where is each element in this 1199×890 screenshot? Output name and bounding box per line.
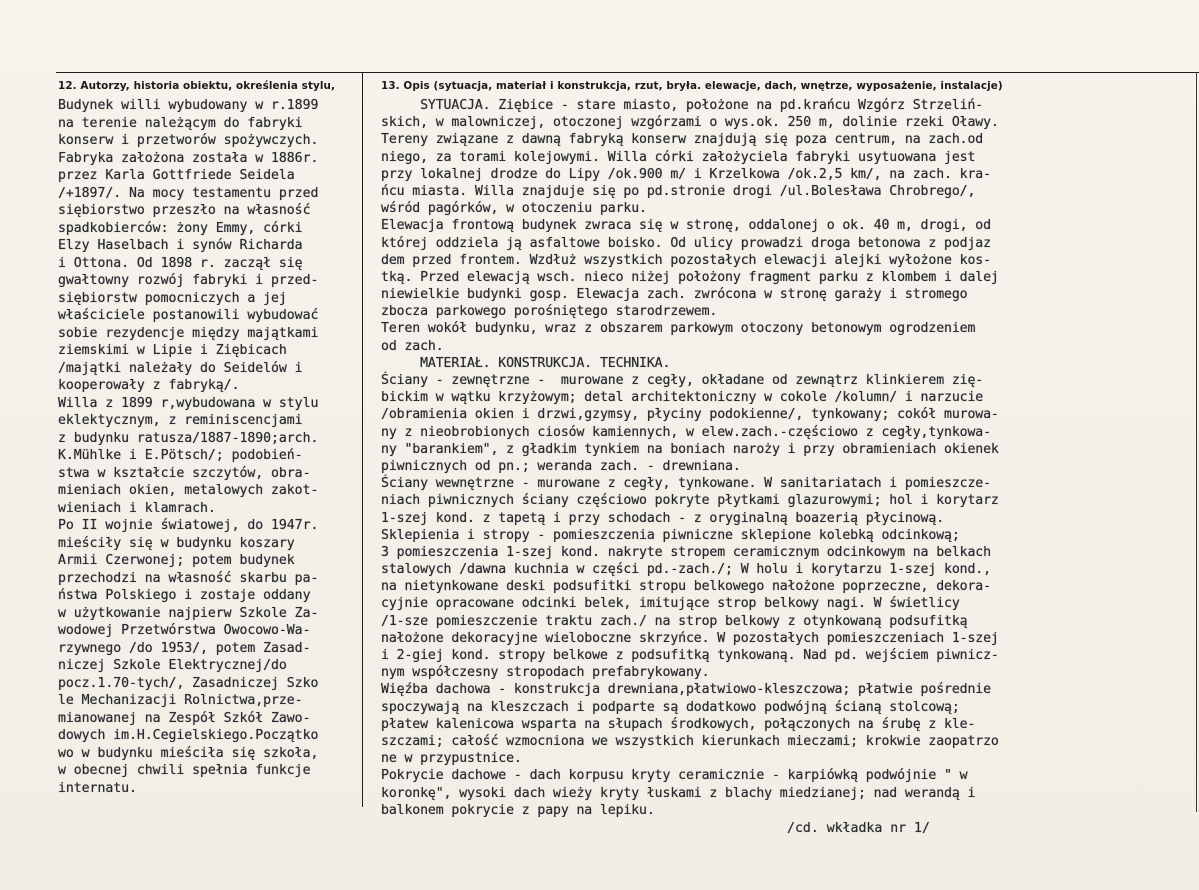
text-line: piwnicznych od pn.; weranda zach. - drewniana.: [381, 458, 741, 474]
text-line: wodowej Przetwórstwa Owocowo-Wa-: [58, 623, 311, 638]
description-text-column: [381, 97, 999, 819]
text-line: siębiorstw pomocniczych a jej: [58, 290, 287, 306]
text-line: spadkobierców: żony Emmy, córki: [58, 220, 303, 236]
text-line: cyjnie opracowane odcinki belek, imitujące strop belkowy nagi. W świetlicy: [381, 596, 960, 612]
history-text-column: [58, 97, 318, 797]
text-line: ny "barankiem", z gładkim tynkiem na boniach naroży i przy obramieniach okienek: [381, 441, 999, 457]
text-line: Armii Czerwonej; potem budynek: [58, 553, 295, 568]
text-line: mieściły się w budynku koszary: [58, 535, 295, 551]
text-line: stalowych /dawna kuchnia w części pd.-zach./; W holu i korytarzu 1-szej kond.,: [381, 562, 991, 578]
text-line: i 2-giej kond. stropy belkowe z podsufitką tynkowaną. Nad pd. wejściem piwnicz-: [381, 648, 999, 663]
text-line: Teren wokół budynku, wraz z obszarem parkowym otoczony betonowym ogrodzeniem: [381, 321, 976, 337]
text-line: Budynek willi wybudowany w r.1899: [58, 98, 319, 113]
text-line: niego, za torami kolejowymi. Willa córki założyciela fabryki usytuowana jest: [381, 149, 976, 165]
text-line: sobie rezydencje między majątkami: [58, 325, 319, 341]
text-line: pocz.1.70-tych/, Zasadniczej Szko: [58, 675, 319, 691]
text-line: Po II wojnie światowej, do 1947r.: [58, 518, 319, 533]
text-line: /1-sze pomieszczenie traktu zach./ na strop belkowy z otynkowaną podsufitką: [381, 613, 968, 629]
text-line: ziemskimi w Lipie i Ziębicach: [58, 343, 287, 358]
text-line: niczej Szkole Elektrycznej/do: [58, 658, 287, 673]
text-line: w obecnej chwili spełnia funkcje: [58, 763, 311, 778]
text-line: koronkę", wysoki dach wieży kryty łuskami z blachy miedzianej; nad werandą i: [381, 785, 976, 801]
text-line: przechodzi na własność skarbu pa-: [58, 570, 319, 586]
text-line: Ściany - zewnętrzne - murowane z cegły, okładane od zewnątrz klinkierem zię-: [381, 373, 984, 388]
text-line: Pokrycie dachowe - dach korpusu kryty ceramicznie - karpiówką podwójnie " w: [381, 768, 968, 784]
text-line: le Mechanizacji Rolnictwa,prze-: [58, 693, 303, 708]
text-line: internatu.: [58, 780, 137, 796]
text-line: K.Mühlke i E.Pötsch/; podobień-: [58, 448, 303, 463]
text-line: od zach.: [381, 338, 444, 354]
text-line: mieniach okien, metalowych zakot-: [58, 483, 319, 498]
text-line: dowych im.H.Cegielskiego.Początko: [58, 728, 319, 743]
text-line: wieniach i klamrach.: [58, 500, 216, 516]
text-line: Więźba dachowa - konstrukcja drewniana,płatwiowo-kleszczowa; płatwie pośrednie: [381, 682, 991, 698]
text-line: ny z nieobrobionych ciosów kamiennych, w elew.zach.-częściowo z cegły,tynkowa-: [381, 424, 991, 440]
text-line: bickim w wątku krzyżowym; detal architektoniczny w cokole /kolumn/ i narzucie: [381, 390, 984, 406]
text-line: niach piwnicznych ściany częściowo pokryte płytkami glazurowymi; hol i korytarz: [381, 493, 999, 509]
text-line: Fabryka założona została w 1886r.: [58, 150, 319, 166]
text-line: Sklepienia i stropy - pomieszczenia piwniczne sklepione kolebką odcinkową;: [381, 527, 960, 543]
text-line: płatew kalenicowa wsparta na słupach środkowych, połączonych na śrubę z kle-: [381, 716, 976, 732]
text-line: SYTUACJA. Ziębice - stare miasto, położone na pd.krańcu Wzgórz Strzeliń-: [381, 98, 984, 113]
text-line: wo w budynku mieściła się szkoła,: [58, 745, 319, 761]
text-line: nym współczesny stropodach prefabrykowany.: [381, 665, 710, 681]
text-line: MATERIAŁ. KONSTRUKCJA. TECHNIKA.: [381, 355, 671, 371]
text-line: Ściany wewnętrzne - murowane z cegły, tynkowane. W sanitariatach i pomieszcze-: [381, 476, 991, 492]
text-line: Willa z 1899 r,wybudowana w stylu: [58, 395, 319, 411]
text-line: Elewacja frontową budynek zwraca się w stronę, oddalonej o ok. 40 m, drogi, od: [381, 218, 991, 234]
text-line: rzywnego /do 1953/, potem Zasad-: [58, 640, 311, 656]
text-line: przy lokalnej drodze do Lipy /ok.900 m/ i Krzelkowa /ok.2,5 km/, na zach. kra-: [381, 166, 991, 182]
column-divider: [362, 72, 363, 807]
text-line: Tereny związane z dawną fabryką konserw znajdują się poza centrum, na zach.od: [381, 132, 984, 148]
continuation-note: /cd. wkładka nr 1/: [787, 821, 930, 836]
text-line: siębiorstwo przeszło na własność: [58, 203, 311, 218]
text-line: konserw i przetworów spożywczych.: [58, 133, 319, 148]
text-line: niewielkie budynki gosp. Elewacja zach. zwrócona w stronę garaży i stromego: [381, 287, 968, 303]
text-line: w użytkowanie najpierw Szkole Za-: [58, 605, 319, 621]
text-line: ństwa Polskiego i zostaje oddany: [58, 588, 311, 603]
text-line: dem przed frontem. Wzdłuż wszystkich pozostałych elewacji alejki wyłożone kos-: [381, 252, 991, 268]
text-line: skich, w malowniczej, otoczonej wzgórzami o wys.ok. 250 m, dolinie rzeki Oławy.: [381, 115, 999, 131]
text-line: na terenie należącym do fabryki: [58, 115, 303, 131]
text-line: właściciele postanowili wybudować: [58, 308, 319, 323]
text-line: wśród pagórków, w otoczeniu parku.: [381, 201, 647, 217]
text-line: zbocza parkowego porośniętego starodrzewem.: [381, 304, 718, 320]
text-line: ńcu miasta. Willa znajduje się po pd.stronie drogi /ul.Bolesława Chrobrego/,: [381, 183, 976, 199]
right-border: [1196, 72, 1197, 812]
text-line: spoczywają na kleszczach i podparte są dodatkowo podwójną ścianą stolcową;: [381, 699, 960, 715]
top-rule: [56, 72, 1199, 73]
text-line: z budynku ratusza/1887-1890;arch.: [58, 430, 319, 446]
text-line: gwałtowny rozwój fabryki i przed-: [58, 273, 319, 288]
text-line: na nietynkowane deski podsufitki stropu belkowego nałożone poprzeczne, dekora-: [381, 579, 991, 595]
text-line: kooperowały z fabryką/.: [58, 378, 240, 393]
text-line: /obramienia okien i drzwi,gzymsy, płyciny podokienne/, tynkowany; cokół murowa-: [381, 407, 999, 423]
text-line: i Ottona. Od 1898 r. zaczął się: [58, 255, 303, 271]
text-line: której oddziela ją asfaltowe boisko. Od ulicy prowadzi droga betonowa z podjaz: [381, 235, 991, 251]
text-line: /majątki należały do Seidelów i: [58, 360, 303, 376]
section-12-heading: 12. Autorzy, historia obiektu, określenia stylu,: [58, 80, 336, 92]
text-line: 3 pomieszczenia 1-szej kond. nakryte stropem ceramicznym odcinkowym na belkach: [381, 544, 991, 560]
text-line: /+1897/. Na mocy testamentu przed: [58, 185, 319, 201]
text-line: stwa w kształcie szczytów, obra-: [58, 465, 311, 481]
section-13-heading: 13. Opis (sytuacja, materiał i konstrukcja, rzut, bryła. elewacje, dach, wnętrze, wyposażenie, instalacje): [381, 80, 1003, 92]
text-line: 1-szej kond. z tapetą i przy schodach - z oryginalną boazerią płycinową.: [381, 510, 945, 526]
text-line: Elzy Haselbach i synów Richarda: [58, 238, 303, 253]
text-line: tką. Przed elewacją wsch. nieco niżej położony fragment parku z klombem i dalej: [381, 269, 999, 285]
text-line: nałożone dekoracyjne wieloboczne skrzyńce. W pozostałych pomieszczeniach 1-szej: [381, 630, 999, 646]
text-line: eklektycznym, z reminiscencjami: [58, 413, 303, 428]
text-line: przez Karla Gottfriede Seidela: [58, 168, 295, 183]
text-line: mianowanej na Zespół Szkół Zawo-: [58, 710, 311, 726]
text-line: balkonem pokrycie z papy na lepiku.: [381, 802, 655, 818]
text-line: szczami; całość wzmocniona we wszystkich kierunkach mieczami; krokwie zaopatrzo: [381, 733, 999, 749]
text-line: ne w przypustnice.: [381, 751, 522, 767]
